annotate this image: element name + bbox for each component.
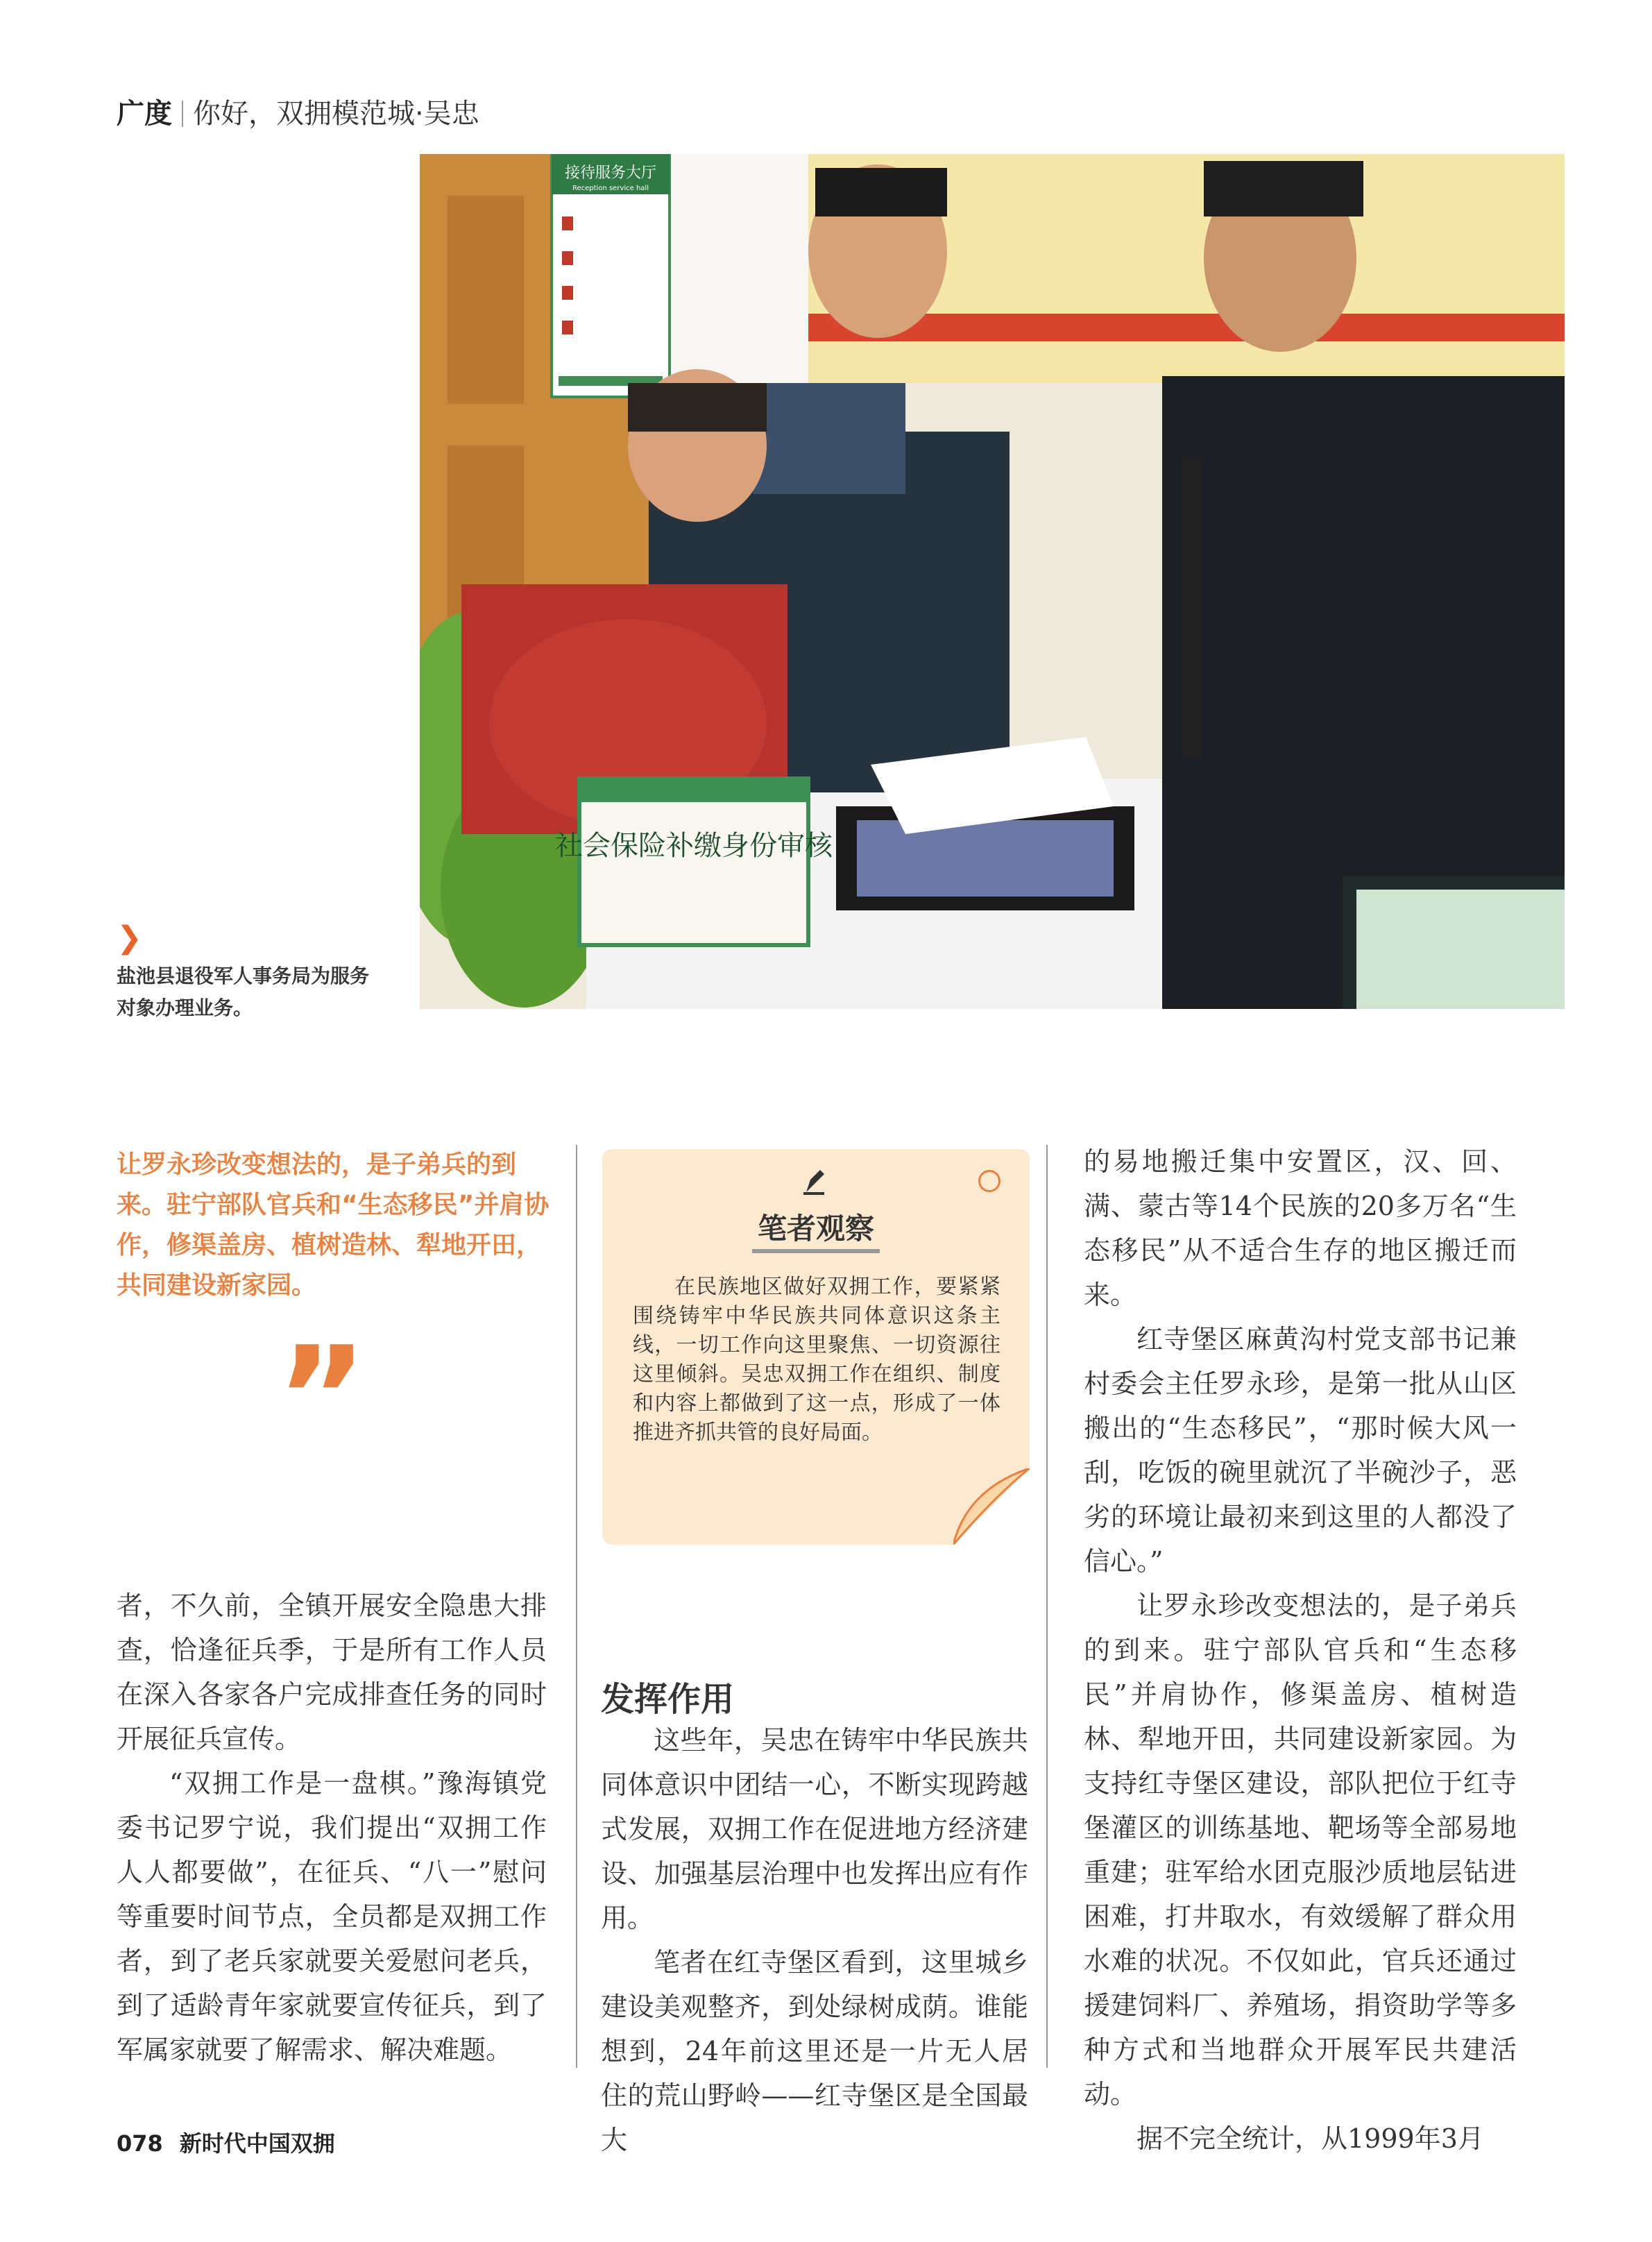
paragraph: 笔者在红寺堡区看到，这里城乡建设美观整齐，到处绿树成荫。谁能想到，24年前这里还是一片无人居住的荒山野岭——红寺堡区是全国最大 — [601, 1947, 1028, 2155]
page-fold-icon — [953, 1468, 1030, 1545]
paragraph: 据不完全统计，从1999年3月 — [1136, 2123, 1484, 2154]
circle-icon — [978, 1170, 1000, 1192]
magazine-name: 新时代中国双拥 — [179, 2130, 335, 2157]
column-rule-right — [1046, 1145, 1048, 2068]
desk-sign-text: 社会保险补缴身份审核 — [555, 830, 833, 862]
page-footer — [117, 2126, 335, 2158]
header-divider — [182, 101, 183, 127]
photo-caption — [117, 920, 380, 1024]
column-rule-left — [576, 1145, 577, 2068]
observation-text: 在民族地区做好双拥工作，要紧紧围绕铸牢中华民族共同体意识这条主线，一切工作向这里聚焦、一切资源往这里倾斜。吴忠双拥工作在组织、制度和内容上都做到了这一点，形成了一体推进齐抓共管的良好局面。 — [633, 1275, 1000, 1445]
running-header — [117, 92, 479, 131]
pull-quote: 让罗永珍改变想法的，是子弟兵的到来。驻宁部队官兵和“生态移民”并肩协作，修渠盖房、植树造林、犁地开田，共同建设新家园。 — [117, 1150, 550, 1300]
paragraph: “双拥工作是一盘棋。”豫海镇党委书记罗宁说，我们提出“双拥工作人人都要做”，在征兵、“八一”慰问等重要时间节点，全员都是双拥工作者，到了老兵家就要关爱慰问老兵，到了适龄青年家就要宣传征兵，到了军属家就要了解需求、解决难题。 — [117, 1768, 547, 2065]
section-heading: 发挥作用 — [601, 1680, 735, 1719]
observation-box — [602, 1149, 1030, 1545]
caption-chevron-icon: ❯ — [117, 920, 142, 956]
column-2 — [601, 1718, 1028, 2162]
observation-title: 笔者观察 — [757, 1212, 874, 1246]
title-underline — [752, 1249, 880, 1253]
quote-mark-icon: ” — [276, 1317, 368, 1479]
column-1 — [117, 1583, 547, 2072]
article-photo — [420, 154, 1565, 1009]
paragraph: 让罗永珍改变想法的，是子弟兵的到来。驻宁部队官兵和“生态移民”并肩协作，修渠盖房、植树造林、犁地开田，共同建设新家园。为支持红寺堡区建设，部队把位于红寺堡灌区的训练基地、靶场等全部易地重建；驻军给水团克服沙质地层钻进困难，打井取水，有效缓解了群众用水难的状况。不仅如此，官兵还通过援建饲料厂、养殖场，捐资助学等多种方式和当地群众开展军民共建活动。 — [1084, 1590, 1517, 2109]
section-name: 广度 — [117, 98, 172, 130]
paragraph: 这些年，吴忠在铸牢中华民族共同体意识中团结一心，不断实现跨越式发展，双拥工作在促进地方经济建设、加强基层治理中也发挥出应有作用。 — [601, 1725, 1028, 1933]
paragraph: 红寺堡区麻黄沟村党支部书记兼村委会主任罗永珍，是第一批从山区搬出的“生态移民”，“那时候大风一刮，吃饭的碗里就沉了半碗沙子，恶劣的环境让最初来到这里的人都没了信心。” — [1084, 1324, 1517, 1577]
sign-board-en: Reception service hall — [572, 185, 649, 192]
paragraph: 的易地搬迁集中安置区，汉、回、满、蒙古等14个民族的20多万名“生态移民”从不适合生存的地区搬迁而来。 — [1084, 1146, 1517, 1310]
pen-icon — [801, 1166, 828, 1196]
header-title: 你好，双拥模范城·吴忠 — [193, 98, 479, 130]
sign-board-text: 接待服务大厅 — [564, 164, 657, 182]
caption-text: 盐池县退役军人事务局为服务对象办理业务。 — [117, 965, 370, 1019]
column-3 — [1084, 1139, 1517, 2161]
paragraph: 者，不久前，全镇开展安全隐患大排查，恰逢征兵季，于是所有工作人员在深入各家各户完成排查任务的同时开展征兵宣传。 — [117, 1590, 547, 1754]
page-number: 078 — [117, 2130, 163, 2157]
